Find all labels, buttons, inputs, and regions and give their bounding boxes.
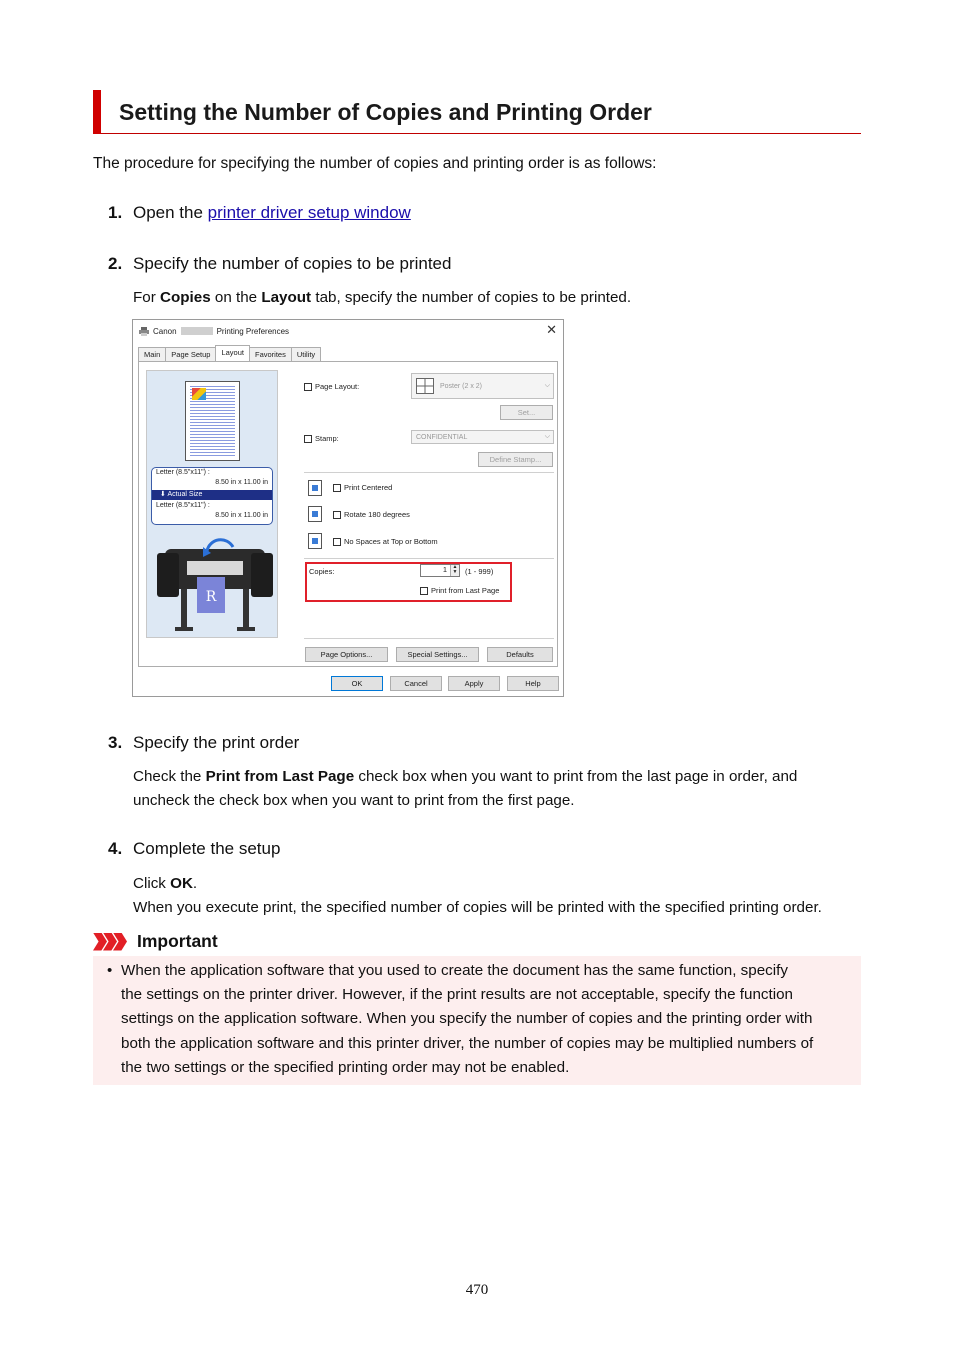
important-line: the two settings or the specified printing order may not be enabled. (121, 1058, 570, 1076)
rotate-icon (308, 506, 322, 522)
stepper-arrows-icon[interactable]: ▲ ▼ (450, 565, 459, 576)
bullet: • (107, 962, 113, 979)
tab-bar (138, 347, 320, 361)
print-last-option[interactable] (420, 586, 499, 595)
detail-bold: Layout (261, 289, 312, 306)
dialog-title-suffix: Printing Preferences (216, 326, 290, 336)
page-number: 470 (465, 1282, 489, 1298)
poster-layout-icon (416, 378, 434, 394)
set-button[interactable]: Set... (500, 405, 553, 420)
page-title: Setting the Number of Copies and Printing Order (119, 99, 652, 125)
detail-text: Check the (133, 768, 206, 785)
define-stamp-button[interactable]: Define Stamp... (478, 452, 553, 467)
step-4-detail (133, 872, 822, 920)
print-centered-label: Print Centered (344, 483, 393, 492)
step-number: 3. (108, 733, 123, 752)
svg-text:R: R (205, 589, 217, 605)
printing-preferences-dialog (132, 319, 564, 697)
detail-text: uncheck the check box when you want to print from the first page. (133, 792, 575, 809)
intro-text: The procedure for specifying the number of copies and printing order is as follows: (93, 155, 657, 172)
detail-text: . (192, 875, 198, 892)
detail-text: For (133, 289, 161, 306)
important-box (93, 956, 861, 1085)
layout-panel (138, 361, 558, 667)
detail-bold: Print from Last Page (205, 768, 355, 785)
chevron-down-icon: ⌵ (544, 433, 550, 440)
step-3 (108, 733, 299, 753)
page-options-button[interactable]: Page Options... (305, 647, 388, 662)
no-spaces-option[interactable] (333, 537, 438, 546)
rotate-checkbox[interactable] (333, 511, 341, 519)
paper-size: 8.50 in x 11.00 in (215, 479, 268, 486)
cancel-button[interactable]: Cancel (390, 676, 442, 691)
detail-text: Click (133, 875, 171, 892)
page-layout-value: Poster (2 x 2) (440, 382, 483, 390)
paper-size: 8.50 in x 11.00 in (215, 512, 268, 519)
tab-layout[interactable]: Layout (215, 345, 250, 361)
important-text (121, 959, 856, 1080)
section-title-block (93, 90, 861, 134)
no-spaces-label: No Spaces at Top or Bottom (344, 537, 438, 546)
printer-icon (139, 327, 149, 336)
detail-text: tab, specify the number of copies to be printed. (311, 289, 632, 306)
page-layout-label: Page Layout: (315, 382, 360, 391)
stamp-checkbox[interactable] (304, 435, 312, 443)
step-number: 1. (108, 203, 123, 222)
page-layout-option[interactable] (304, 382, 359, 391)
large-format-printer-icon (157, 531, 273, 639)
important-line: When the application software that you used to create the document has the same function, specify (121, 962, 788, 979)
tab-page-setup[interactable]: Page Setup (165, 347, 216, 361)
important-title: Important (137, 931, 218, 951)
close-icon[interactable]: ✕ (546, 322, 557, 337)
rotate-option[interactable] (333, 510, 410, 519)
step-number: 4. (108, 839, 123, 858)
tab-main[interactable]: Main (138, 347, 166, 361)
printer-driver-setup-link[interactable]: printer driver setup window (207, 203, 411, 222)
important-arrows-icon (93, 933, 123, 951)
stamp-value: CONFIDENTIAL (416, 433, 468, 441)
no-spaces-icon (308, 533, 322, 549)
ok-button[interactable]: OK (331, 676, 383, 691)
page-layout-select[interactable] (411, 373, 554, 399)
paper-label: Letter (8.5"x11") : (156, 502, 210, 509)
tab-utility[interactable]: Utility (291, 347, 321, 361)
detail-text: check box when you want to print from the last page in order, and (354, 768, 798, 785)
paper-label: Letter (8.5"x11") : (156, 469, 210, 476)
step-2-detail (133, 286, 631, 310)
rotate-label: Rotate 180 degrees (344, 510, 410, 519)
redacted-model (181, 327, 213, 335)
print-centered-icon (308, 480, 322, 496)
detail-text: When you execute print, the specified number of copies will be printed with the specified printing order. (133, 899, 822, 916)
copies-label: Copies: (309, 567, 335, 576)
important-line: both the application software and this printer driver, the number of copies may be multiplied numbers of (121, 1034, 814, 1052)
divider (304, 472, 554, 473)
detail-bold: Copies (160, 289, 211, 306)
important-line: settings on the application software. When you specify the number of copies and the printing order with (121, 1010, 813, 1028)
print-centered-checkbox[interactable] (333, 484, 341, 492)
detail-text: on the (210, 289, 262, 306)
important-line: the settings on the printer driver. However, if the print results are not acceptable, specify the function (121, 986, 793, 1004)
page-layout-checkbox[interactable] (304, 383, 312, 391)
divider (304, 558, 554, 559)
tab-favorites[interactable]: Favorites (249, 347, 292, 361)
actual-size-row: ⬇ Actual Size (152, 490, 272, 500)
divider (304, 638, 554, 639)
detail-bold: OK (170, 875, 193, 892)
step-2 (108, 254, 451, 274)
step-3-detail (133, 765, 797, 813)
help-button[interactable]: Help (507, 676, 559, 691)
step-text: Open the (133, 203, 208, 222)
stamp-select[interactable] (411, 430, 554, 444)
apply-button[interactable]: Apply (448, 676, 500, 691)
title-accent-bar (93, 90, 101, 134)
stamp-label: Stamp: (315, 434, 339, 443)
stamp-option[interactable] (304, 434, 339, 443)
defaults-button[interactable]: Defaults (487, 647, 553, 662)
special-settings-button[interactable]: Special Settings... (396, 647, 479, 662)
print-last-checkbox[interactable] (420, 587, 428, 595)
preview-pane (146, 370, 278, 638)
page-preview (185, 381, 240, 461)
image-thumbnail-icon (192, 388, 206, 400)
copies-stepper[interactable] (420, 564, 460, 577)
chevron-down-icon: ⌵ (544, 382, 550, 389)
copies-range: (1 - 999) (465, 567, 494, 576)
actual-size-label: Actual Size (167, 491, 203, 498)
step-text: Specify the print order (133, 733, 300, 752)
step-text: Complete the setup (133, 839, 281, 858)
important-heading (93, 931, 218, 952)
dialog-title-prefix: Canon (153, 326, 177, 336)
paper-size-info (151, 467, 273, 525)
step-1 (108, 203, 411, 223)
step-4 (108, 839, 280, 859)
step-text: Specify the number of copies to be printed (133, 254, 452, 273)
no-spaces-checkbox[interactable] (333, 538, 341, 546)
copies-value: 1 (442, 565, 447, 574)
print-last-label: Print from Last Page (431, 586, 500, 595)
dialog-titlebar (139, 325, 289, 337)
step-number: 2. (108, 254, 123, 273)
print-centered-option[interactable] (333, 483, 392, 492)
